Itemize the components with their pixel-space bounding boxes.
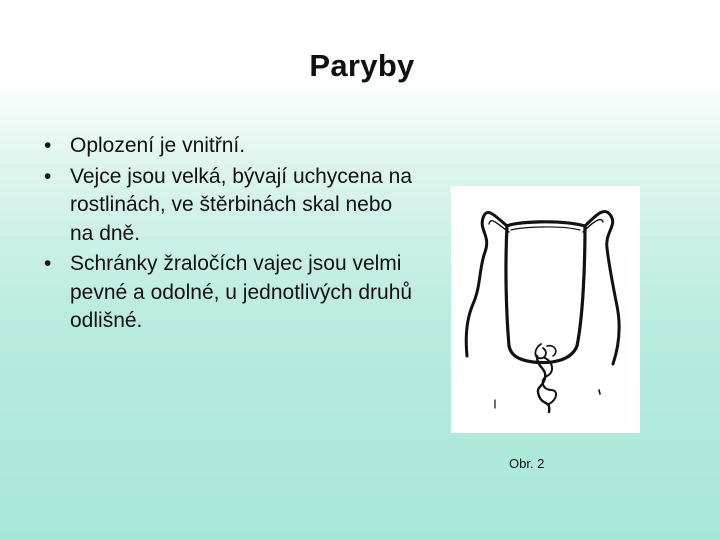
bullet-item — [44, 250, 414, 336]
bullet-text: Schránky žraločích vajec jsou velmi pevné a odolné, u jednotlivých druhů odlišné. — [70, 252, 413, 332]
bullet-item — [44, 132, 414, 161]
bullet-text: Oplození je vnitřní. — [70, 134, 246, 157]
figure-caption: Obr. 2 — [509, 456, 545, 471]
bullet-dot-icon: • — [44, 252, 52, 275]
bullet-list — [44, 132, 414, 338]
bullet-text: Vejce jsou velká, bývají uchycena na rostlinách, ve štěrbinách skal nebo na dně. — [70, 164, 413, 245]
bullet-item — [44, 163, 414, 249]
slide-title: Paryby — [309, 48, 415, 83]
shark-egg-case-image — [451, 186, 640, 433]
shark-egg-case-illustration — [451, 186, 640, 433]
bullet-dot-icon: • — [44, 134, 52, 157]
bullet-dot-icon: • — [44, 164, 52, 188]
